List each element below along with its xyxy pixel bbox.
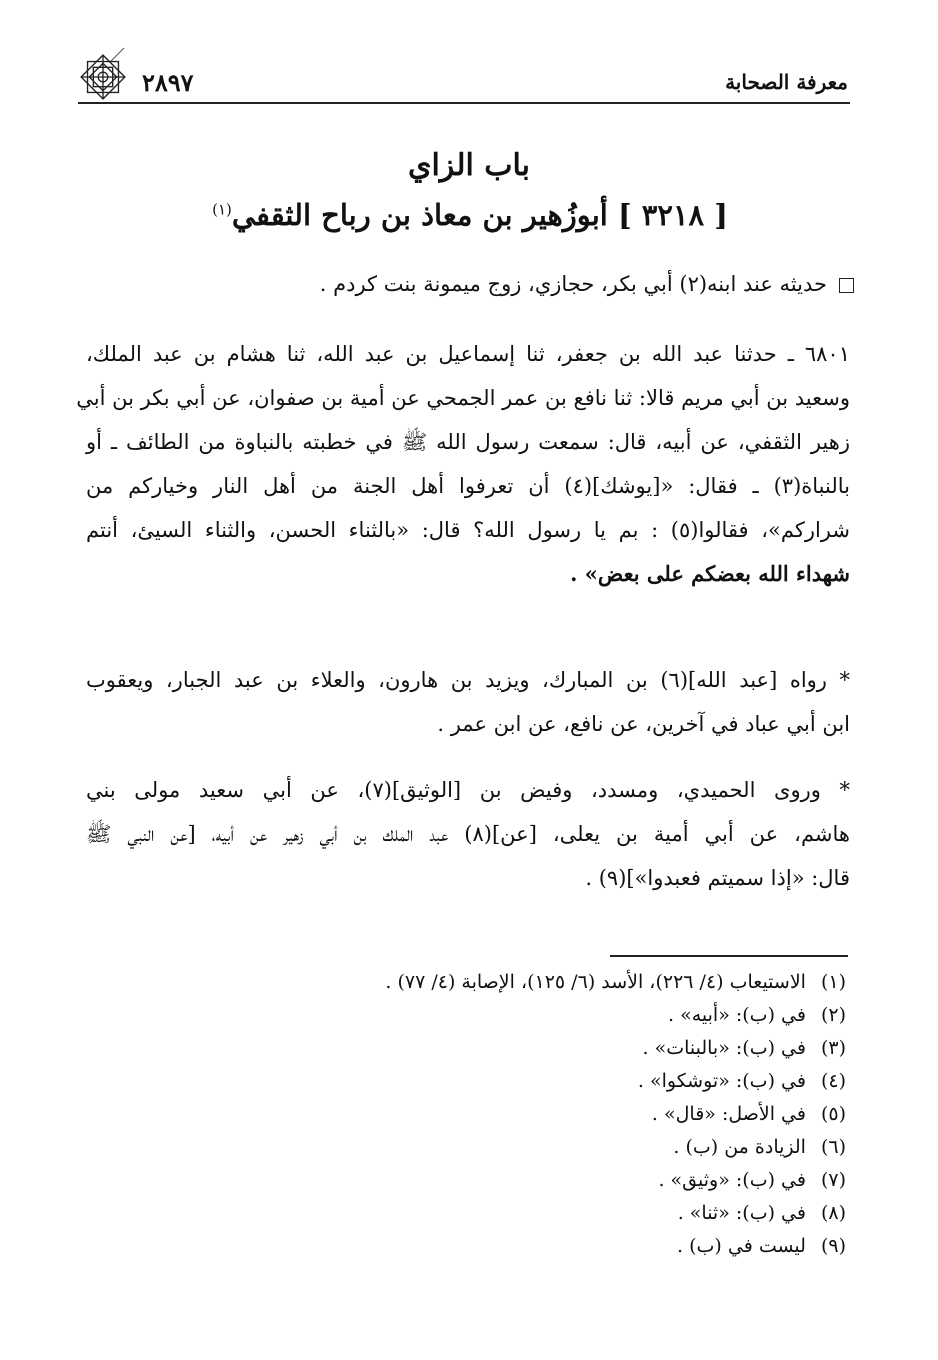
page-header bbox=[78, 62, 850, 104]
hadith-paragraph bbox=[76, 332, 850, 596]
entry-heading-footnote-ref: (١) bbox=[212, 200, 232, 219]
footnote-item bbox=[226, 1131, 846, 1164]
chapter-title: باب الزاي bbox=[407, 148, 531, 183]
text-line: بالنباة(٣) ـ فقال: «[يوشك](٤) أن تعرفوا أهل الجنة من أهل النار وخياركم من bbox=[86, 474, 850, 498]
footnote-item bbox=[226, 1164, 846, 1197]
footnote-number: (٢) bbox=[820, 1004, 846, 1026]
footnote-number: (٩) bbox=[820, 1235, 846, 1257]
footnote-text: في (ب): «أبيه» . bbox=[668, 1004, 806, 1026]
footnotes bbox=[226, 966, 846, 1263]
text-line: ٦٨٠١ ـ حدثنا عبد الله بن جعفر، ثنا إسماعيل بن عبد الله، ثنا هشام بن عبد الملك، bbox=[86, 342, 850, 366]
footnote-item bbox=[226, 1065, 846, 1098]
footnote-text: ليست في (ب) . bbox=[677, 1235, 806, 1257]
footnote-number: (٣) bbox=[820, 1037, 846, 1059]
text-line: هاشم، عن أبي أمية بن يعلى، [عن](٨) عبد الملك بن أبي زهير عن أبيه، [عن النبي ﷺ bbox=[86, 822, 850, 846]
footnote-text: الزيادة من (ب) . bbox=[673, 1136, 806, 1158]
footnote-number: (٧) bbox=[820, 1169, 846, 1191]
text-line: * رواه [عبد الله](٦) بن المبارك، ويزيد بن هارون، والعلاء بن عبد الجبار، ويعقوب bbox=[86, 668, 850, 692]
text-line: شهداء الله بعضكم على بعض» . bbox=[570, 561, 850, 586]
footnote-number: (١) bbox=[820, 971, 846, 993]
footnote-number: (٦) bbox=[820, 1136, 846, 1158]
footnote-text: في (ب): «وثيق» . bbox=[658, 1169, 806, 1191]
footnote-number: (٤) bbox=[820, 1070, 846, 1092]
text-line: وسعيد بن أبي مريم قالا: ثنا نافع بن عمر الجمحي عن أمية بن صفوان، عن أبي بكر بن أبي bbox=[76, 386, 850, 410]
entry-heading bbox=[200, 198, 740, 232]
text-line: * وروى الحميدي، ومسدد، وفيض بن [الوثيق](٧)، عن أبي سعيد مولى بني bbox=[86, 778, 850, 802]
footnote-number: (٥) bbox=[820, 1103, 846, 1125]
footnote-text: الاستيعاب (٤/ ٢٢٦)، الأسد (٦/ ١٢٥)، الإصابة (٤/ ٧٧) . bbox=[385, 971, 806, 993]
footnote-text: في (ب): «بالبنات» . bbox=[642, 1037, 806, 1059]
footnote-item bbox=[226, 1197, 846, 1230]
narration-paragraph-2 bbox=[86, 768, 850, 900]
footnote-text: في (ب): «توشكوا» . bbox=[637, 1070, 806, 1092]
narration-paragraph bbox=[86, 658, 850, 746]
footnote-text: في الأصل: «قال» . bbox=[651, 1103, 806, 1125]
page-number: ٢٨٩٧ bbox=[142, 68, 194, 97]
entry-heading-text: [ ٣٢١٨ ] أبوزُهير بن معاذ بن رباح الثقفي bbox=[231, 198, 728, 232]
running-title: معرفة الصحابة bbox=[725, 70, 848, 94]
footnote-item bbox=[226, 1230, 846, 1263]
footnote-number: (٨) bbox=[820, 1202, 846, 1224]
entry-intro bbox=[94, 272, 854, 296]
text-line: قال: «إذا سميتم فعبدوا»](٩) . bbox=[585, 866, 850, 890]
footnote-item bbox=[226, 999, 846, 1032]
footnote-text: في (ب): «ثنا» . bbox=[677, 1202, 806, 1224]
footnote-divider bbox=[610, 955, 848, 957]
footnote-item bbox=[226, 966, 846, 999]
footnote-item bbox=[226, 1098, 846, 1131]
text-line: ابن أبي عباد في آخرين، عن نافع، عن ابن عمر . bbox=[437, 712, 850, 736]
entry-intro-text: حديثه عند ابنه(٢) أبي بكر، حجازي، زوج ميمونة بنت كردم . bbox=[319, 272, 827, 296]
text-line: شراركم»، فقالوا(٥) : بم يا رسول الله؟ قال: «بالثناء الحسن، والثناء السيئ، أنتم bbox=[86, 518, 850, 542]
text-line: زهير الثقفي، عن أبيه، قال: سمعت رسول الله ﷺ في خطبته بالنباوة من الطائف ـ أو bbox=[86, 430, 850, 454]
square-bullet-icon bbox=[839, 278, 854, 293]
footnote-item bbox=[226, 1032, 846, 1065]
star-ornament-icon bbox=[74, 48, 132, 106]
